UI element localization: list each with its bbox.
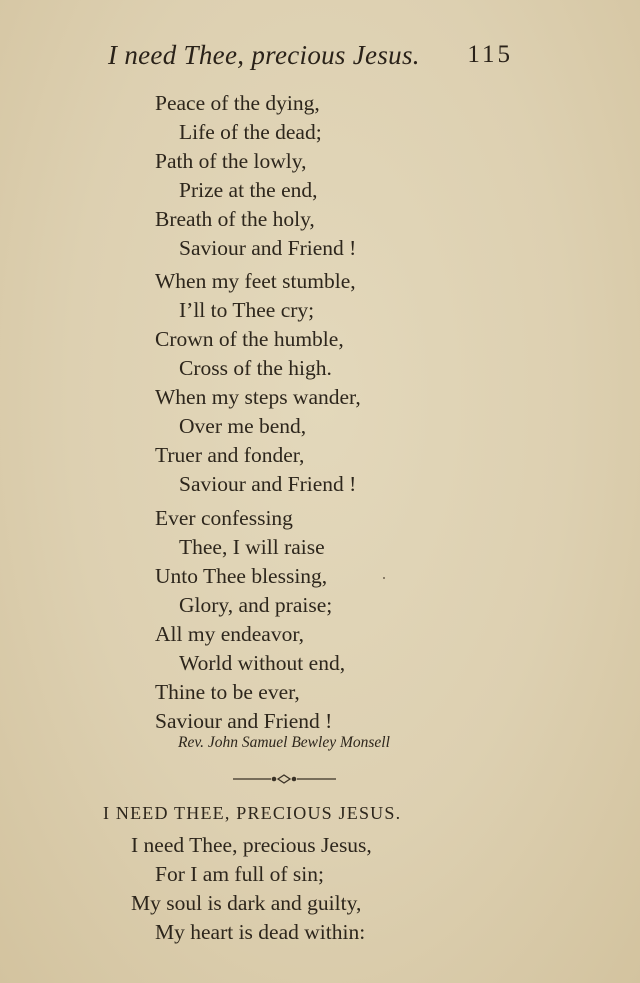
stanza-1: [155, 89, 356, 263]
verse-line: Cross of the high.: [179, 356, 332, 380]
verse-line: Saviour and Friend !: [155, 709, 333, 733]
verse-line: Saviour and Friend !: [179, 472, 357, 496]
verse-line: My soul is dark and guilty,: [131, 891, 362, 915]
verse-line: Truer and fonder,: [155, 443, 305, 467]
verse-line: Life of the dead;: [179, 120, 322, 144]
verse-line: For I am full of sin;: [155, 862, 324, 886]
verse-line: My heart is dead within:: [155, 920, 366, 944]
verse-line: Over me bend,: [179, 414, 307, 438]
stanza-3: [155, 504, 345, 736]
verse-line: Unto Thee blessing,: [155, 564, 328, 588]
stanza-2: [155, 267, 361, 499]
author-attribution: Rev. John Samuel Bewley Monsell: [178, 734, 390, 751]
verse-line: Glory, and praise;: [179, 593, 333, 617]
divider-ornament-icon: [233, 773, 336, 785]
verse-line: Thine to be ever,: [155, 680, 300, 704]
verse-line: Ever confessing: [155, 506, 293, 530]
verse-line: When my steps wander,: [155, 385, 361, 409]
hymn-title: I NEED THEE, PRECIOUS JESUS.: [103, 803, 402, 823]
verse-line: Path of the lowly,: [155, 149, 307, 173]
verse-line: Crown of the humble,: [155, 327, 344, 351]
verse-line: Peace of the dying,: [155, 91, 320, 115]
verse-line: I’ll to Thee cry;: [179, 298, 315, 322]
page-number: 115: [467, 41, 513, 68]
verse-line: I need Thee, precious Jesus,: [131, 833, 372, 857]
verse-line: Saviour and Friend !: [179, 236, 357, 260]
verse-line: All my endeavor,: [155, 622, 304, 646]
running-head: [108, 40, 513, 80]
running-title: I need Thee, precious Jesus.: [108, 40, 420, 70]
verse-line: World without end,: [179, 651, 346, 675]
hymn-stanza-1: [131, 831, 372, 947]
verse-line: When my feet stumble,: [155, 269, 356, 293]
paper-speck: [383, 577, 385, 579]
verse-line: Thee, I will raise: [179, 535, 325, 559]
verse-line: Breath of the holy,: [155, 207, 315, 231]
verse-line: Prize at the end,: [179, 178, 318, 202]
